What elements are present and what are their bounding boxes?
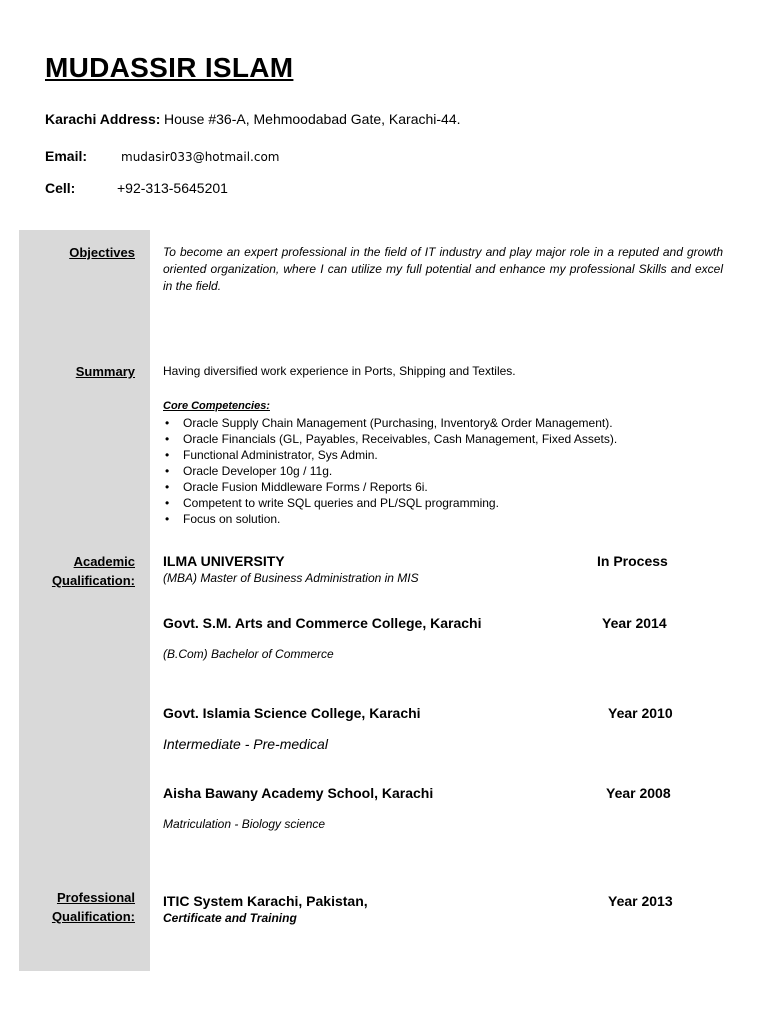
section-sidebar: [19, 230, 150, 971]
academic-year: Year 2014: [602, 615, 667, 631]
academic-degree: (B.Com) Bachelor of Commerce: [163, 647, 334, 661]
address-label: Karachi Address:: [45, 111, 161, 127]
academic-year: In Process: [597, 553, 668, 569]
professional-year: Year 2013: [608, 893, 673, 909]
email-value: mudasir033@hotmail.com: [121, 150, 280, 164]
academic-institution: Govt. Islamia Science College, Karachi: [163, 705, 421, 721]
competency-item: • Focus on solution.: [163, 511, 723, 527]
professional-detail: Certificate and Training: [163, 911, 297, 925]
academic-degree: Matriculation - Biology science: [163, 817, 326, 831]
summary-text: Having diversified work experience in Ports, Shipping and Textiles.: [163, 364, 516, 378]
email-label: Email:: [45, 148, 88, 164]
competency-item: • Oracle Developer 10g / 11g.: [163, 463, 723, 479]
professional-label-line1: Professional: [56, 890, 135, 905]
academic-year: Year 2010: [608, 705, 673, 721]
professional-institution: ITIC System Karachi, Pakistan,: [163, 893, 368, 909]
cell-value: +92-313-5645201: [117, 180, 228, 196]
core-competencies-title: Core Competencies:: [163, 400, 270, 412]
competency-item: • Oracle Supply Chain Management (Purchasing, Inventory& Order Management).: [163, 415, 723, 431]
academic-label-line2: Qualification:: [51, 573, 135, 588]
competency-item: • Competent to write SQL queries and PL/SQL programming.: [163, 495, 723, 511]
academic-degree: Intermediate - Pre-medical: [163, 736, 328, 752]
resume-name: MUDASSIR ISLAM: [45, 52, 294, 83]
objectives-label: Objectives: [69, 245, 135, 260]
academic-year: Year 2008: [606, 785, 671, 801]
address-value: House #36-A, Mehmoodabad Gate, Karachi-44.: [164, 111, 461, 127]
academic-institution: ILMA UNIVERSITY: [163, 553, 285, 569]
objectives-text: To become an expert professional in the field of IT industry and play major role in a reputed and growth oriented organization, where I can utilize my full potential and enhance my professional Skills and excel in the field.: [163, 245, 723, 293]
competency-item: • Functional Administrator, Sys Admin.: [163, 447, 723, 463]
competency-item: • Oracle Financials (GL, Payables, Receivables, Cash Management, Fixed Assets).: [163, 431, 723, 447]
summary-label: Summary: [75, 364, 135, 379]
academic-institution: Govt. S.M. Arts and Commerce College, Karachi: [163, 615, 482, 631]
academic-degree: (MBA) Master of Business Administration in MIS: [163, 571, 419, 585]
academic-institution: Aisha Bawany Academy School, Karachi: [163, 785, 434, 801]
competency-item: • Oracle Fusion Middleware Forms / Reports 6i.: [163, 479, 723, 495]
professional-label-line2: Qualification:: [51, 909, 135, 924]
cell-label: Cell:: [45, 180, 76, 196]
competency-list: [163, 415, 723, 527]
academic-label-line1: Academic: [73, 554, 135, 569]
